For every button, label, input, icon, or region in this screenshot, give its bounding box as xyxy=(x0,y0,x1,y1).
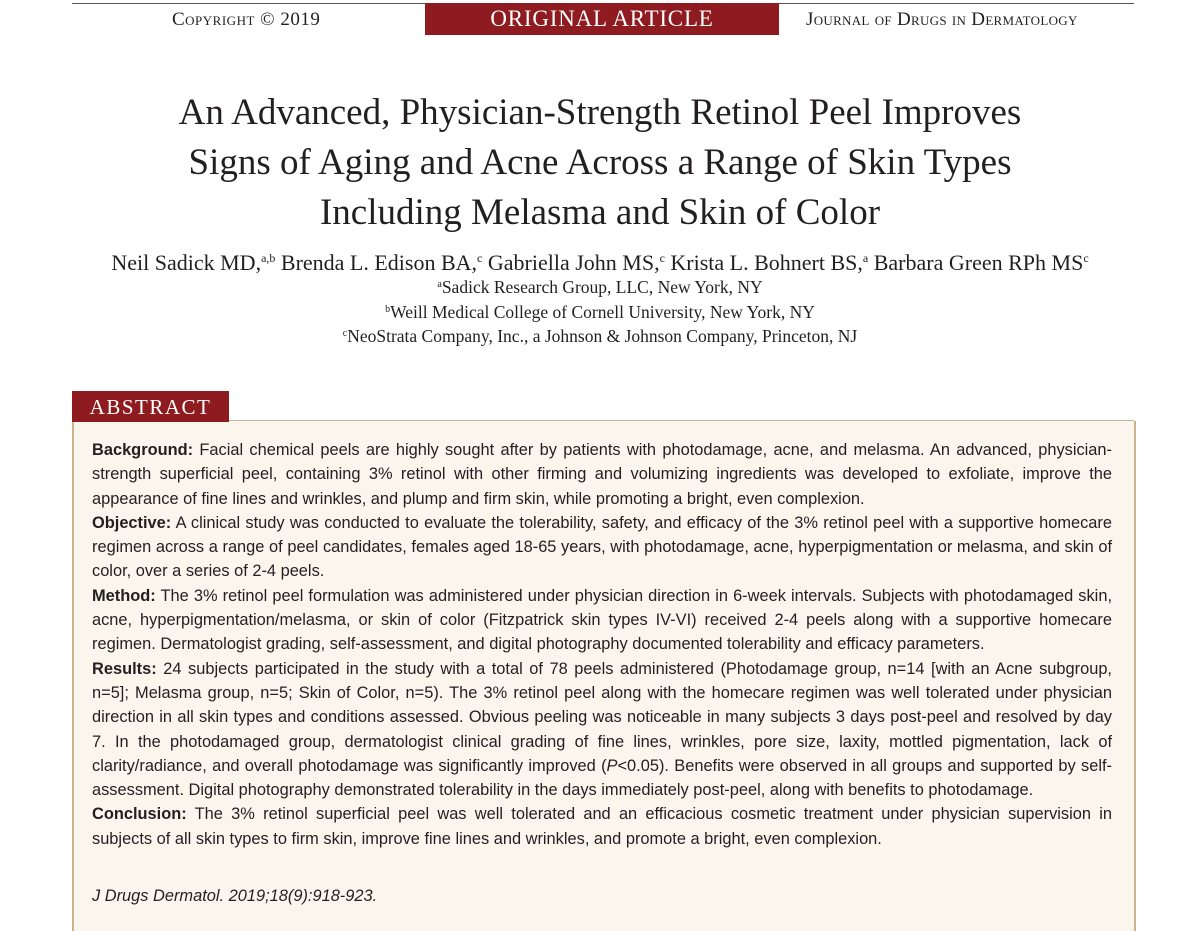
citation: J Drugs Dermatol. 2019;18(9):918-923. xyxy=(92,887,378,905)
affiliation-mark: c xyxy=(342,328,348,339)
affiliation xyxy=(40,273,1160,299)
copyright-notice: Copyright © 2019 xyxy=(172,9,321,30)
article-title xyxy=(60,88,1140,238)
abstract-conclusion xyxy=(92,802,1112,851)
section-text: A clinical study was conducted to evaluate the tolerability, safety, and efficacy of the 3% retinol peel with a supportive homecare regimen across a range of peel candidates, females aged 18-65 years, with photodamage, acne, hyperpigmentation or melasma, and skin of color, over a series of 2-4 peels. xyxy=(92,513,1112,581)
p-value-symbol: P xyxy=(606,756,618,775)
section-label: Method: xyxy=(92,586,156,605)
author-name: Neil Sadick MD, xyxy=(111,250,262,275)
section-label: Objective: xyxy=(92,513,172,532)
abstract-method xyxy=(92,584,1112,657)
section-label: Conclusion: xyxy=(92,805,187,824)
abstract-heading: ABSTRACT xyxy=(72,391,229,422)
abstract-body xyxy=(92,438,1112,851)
affiliation-mark: a xyxy=(437,279,442,290)
author-name: Brenda L. Edison BA, xyxy=(280,250,478,275)
section-text: The 3% retinol peel formulation was administered under physician direction in 6-week intervals. Subjects with photodamaged skin, acne, hyperpigmentation/melasma, or skin of color (Fitzpatrick skin types IV-VI) received 2-4 peels along with a supportive homecare regimen. Dermatologist grading, self-assessment, and digital photography documented tolerability and efficacy parameters. xyxy=(92,586,1112,654)
affiliation-mark: b xyxy=(385,304,391,315)
author-affiliation-mark: c xyxy=(659,251,665,265)
abstract-background xyxy=(92,438,1112,511)
section-label: Background: xyxy=(92,441,194,459)
section-text-continued: <0.05). Benefits were observed in all groups and supported by self-assessment. Digital photography demonstrated tolerability in the days immediately post-peel, along with benefits to photodamage. xyxy=(92,756,1113,800)
section-text: The 3% retinol superficial peel was well tolerated and an efficacious cosmetic treatment under physician supervision in subjects of all skin types to firm skin, improve fine lines and wrinkles, and promote a bright, even complexion. xyxy=(92,805,1112,848)
journal-name: Journal of Drugs in Dermatology xyxy=(806,9,1078,30)
section-label: Results: xyxy=(92,659,157,678)
section-text: 24 subjects participated in the study with a total of 78 peels administered (Photodamage group, n=14 [with an Acne subgroup, n=5]; Melasma group, n=5; Skin of Color, n=5). The 3% retinol peel along with the homecare regimen was well tolerated under physician direction in all skin types and conditions assessed. Obvious peeling was noticeable in many subjects 3 days post-peel and resolved by day 7. In the photodamaged group, dermatologist clinical grading of fine lines, wrinkles, pore size, laxity, mottled pigmentation, lack of clarity/radiance, and overall photodamage was significantly improved ( xyxy=(92,659,1112,775)
title-line-2: Signs of Aging and Acne Across a Range of Skin Types xyxy=(188,142,1012,183)
author-name: Krista L. Bohnert BS, xyxy=(670,250,863,275)
author-affiliation-mark: c xyxy=(1083,251,1089,265)
title-line-3: Including Melasma and Skin of Color xyxy=(319,192,881,233)
affiliation-text: Sadick Research Group, LLC, New York, NY xyxy=(441,277,763,297)
abstract-objective xyxy=(92,511,1112,584)
author-affiliation-mark: a,b xyxy=(261,251,276,265)
section-text: Facial chemical peels are highly sought after by patients with photodamage, acne, and melasma. An advanced, physician-strength superficial peel, containing 3% retinol with other firming and volumizing ingredients was developed to exfoliate, improve the appearance of fine lines and wrinkles, and plump and firm skin, while promoting a bright, even complexion. xyxy=(92,441,1112,508)
title-line-1: An Advanced, Physician-Strength Retinol Peel Improves xyxy=(178,92,1022,133)
affiliation xyxy=(40,298,1160,324)
author-affiliation-mark: c xyxy=(477,251,483,265)
author-name: Gabriella John MS, xyxy=(487,250,660,275)
author-name: Barbara Green RPh MS xyxy=(873,250,1084,275)
author-affiliation-mark: a xyxy=(862,251,869,265)
affiliation-text: NeoStrata Company, Inc., a Johnson & Johnson Company, Princeton, NJ xyxy=(347,326,858,346)
section-banner: ORIGINAL ARTICLE xyxy=(425,3,779,35)
abstract-results xyxy=(92,657,1112,803)
affiliation xyxy=(40,322,1160,348)
affiliation-text: Weill Medical College of Cornell University, New York, NY xyxy=(390,302,815,322)
abstract-rule xyxy=(72,420,1134,421)
